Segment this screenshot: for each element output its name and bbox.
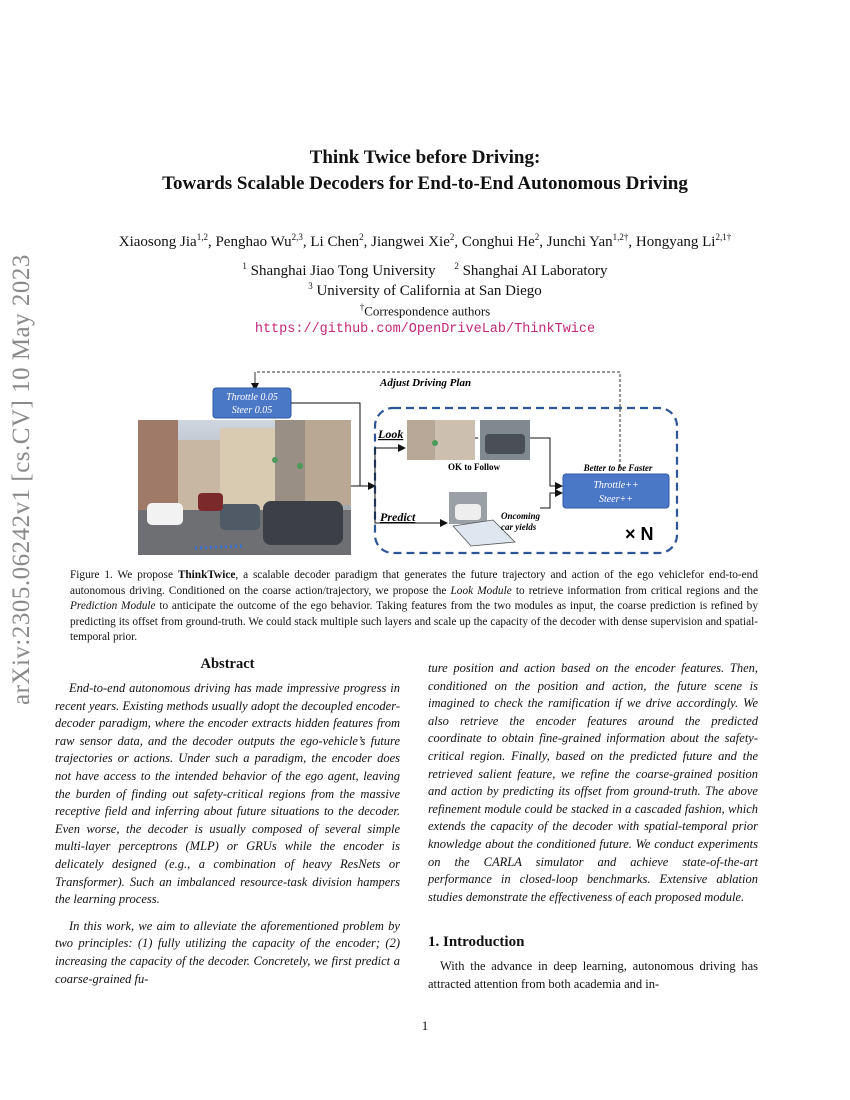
author-list: Xiaosong Jia$^{1,2}$, Penghao Wu$^{2,3}$, Li Chen$^2$, Jiangwei Xie$^2$, Conghui He$^2$, Junchi Yan$^{1,2\dagger}$, Hongyang $Li^{2,1\dagger}$ [118,232,732,250]
figure-caption [70,568,758,646]
caption-t2: to retrieve information from critical regions and the [511,584,758,597]
times-n-label: × N [625,524,654,544]
correspondence [0,302,850,319]
predict-label: Predict [380,510,416,524]
author-name: Conghui He [461,234,535,250]
throttle-out: Throttle++ [593,480,639,491]
figure-diagram [135,368,685,558]
caption-pred: Prediction Module [70,600,156,612]
affiliation-line-2 [0,281,850,300]
caption-look: Look Module [450,584,512,597]
better-faster-label: Better to be Faster [583,463,653,473]
corr-sup: † [359,302,365,312]
steer-in: Steer 0.05 [231,405,273,416]
throttle-in: Throttle 0.05 [226,392,278,403]
abstract-paragraph-2: In this work, we aim to alleviate the aforementioned problem by two principles: (1) fully utilizing the capacity of the encoder; (2) increasing the capacity of the decoder. Concretely, we first predict a coarse-grained fu- [55,918,400,986]
aff3-sup: 3 [308,281,313,291]
paper-title [0,145,850,197]
aff1: Shanghai Jiao Tong University [250,263,436,279]
intro-text: With the advance in deep learning, autonomous driving has attracted attention from both academia and in- [428,959,758,991]
ok-follow-label: OK to Follow [448,462,500,472]
caption-t1: , a scalable decoder paradigm that generates the future trajectory and action of the ego vehiclefor end-to-end autonomous driving. Conditioned on the coarse action/trajectory, we propose the [70,569,758,597]
author-name: Junchi Yan [546,234,613,250]
aff2: Shanghai AI Laboratory [462,263,608,279]
abstract-right-column [428,660,758,906]
corr-text: Correspondence authors [364,303,491,319]
author-affiliation-sup: 2,1† [715,232,732,242]
abstract-continued: ture position and action based on the encoder features. Then, conditioned on the position and action, the future scene is imagined to check the ramification if we drive accordingly. We also retrieve the encoder features around the predicted coordinate to obtain fine-grained information about the safety-critical region. Finally, based on the predicted future and the retrieved salient feature, we refine the coarse-grained position and action by predicting its offset from ground-truth. The above refinement module could be stacked in a cascaded fashion, which extends the capacity of the decoder with spatial-temporal prior knowledge about the conditioned future. We conduct experiments on the CARLA simulator and achieve state-of-the-art performance in closed-loop benchmarks. Extensive ablation studies demonstrate the effectiveness of each proposed module. [428,661,758,904]
figure-1 [135,368,685,558]
steer-out: Steer++ [598,494,634,505]
page-number: 1 [421,1018,429,1033]
oncoming-label-1: Oncoming [501,511,541,521]
aff3: University of California at San Diego [316,283,542,299]
title-line-1: Think Twice before Driving: [309,147,541,168]
author-name: Jiangwei Xie [371,234,450,250]
abstract-paragraph-1: End-to-end autonomous driving has made impressive progress in recent years. Existing methods usually adopt the decoupled encoder-decoder paradigm, where the encoder extracts hidden features from raw sensor data, and the decoder outputs the ego-vehicle’s future trajectories or actions. Under such a paradigm, the encoder does not have access to the intended behavior of the ego agent, leaving the burden of finding out safety-critical regions from the massive receptive field and inferring about future situations to the decoder. Even worse, the decoder is usually composed of several simple multi-layer perceptrons (MLP) or GRUs while the encoder is delicately designed (e.g., a combination of heavy ResNets or Transformer). Such an imbalanced resource-task division hampers the learning process. [55,681,400,907]
author-affiliation-sup: 1,2 [196,232,208,242]
author-name: Li Chen [310,234,360,250]
oncoming-label-2: car yields [501,522,537,532]
author-name: Hongyang Li [635,234,716,250]
look-label: Look [378,427,404,441]
author-affiliation-sup: 2 [534,232,540,242]
title-line-2: Towards Scalable Decoders for End-to-End Autonomous Driving [162,173,688,194]
author-affiliation-sup: 2 [449,232,455,242]
abstract-heading: Abstract [200,656,255,672]
caption-t3: to anticipate the outcome of the ego behavior. Taking features from the two modules as input, the coarse prediction is refined by predicting its offset from ground-truth. We could stack multiple such layers and scale up the capacity of the decoder with dense supervision and spatial-temporal prior. [70,600,758,643]
author-affiliation-sup: 1,2† [612,232,629,242]
caption-bold: ThinkTwice [177,569,236,581]
aff1-sup: 1 [242,261,247,271]
github-link[interactable]: https://github.com/OpenDriveLab/ThinkTwice [254,322,596,337]
author-name: Penghao Wu [215,234,292,250]
aff2-sup: 2 [454,261,459,271]
arxiv-sidebar: arXiv:2305.06242v1 [cs.CV] 10 May 2023 [8,254,35,705]
author-affiliation-sup: 2 [359,232,364,242]
street-photo [138,420,351,555]
affiliation-line-1 [0,261,850,280]
intro-heading: 1. Introduction [428,934,525,950]
author-affiliation-sup: 2,3 [291,232,303,242]
caption-prefix: Figure 1. We propose [70,569,178,581]
adjust-label: Adjust Driving Plan [380,377,472,389]
abstract-left-column [55,680,400,997]
author-name: Xiaosong Jia [118,234,197,250]
